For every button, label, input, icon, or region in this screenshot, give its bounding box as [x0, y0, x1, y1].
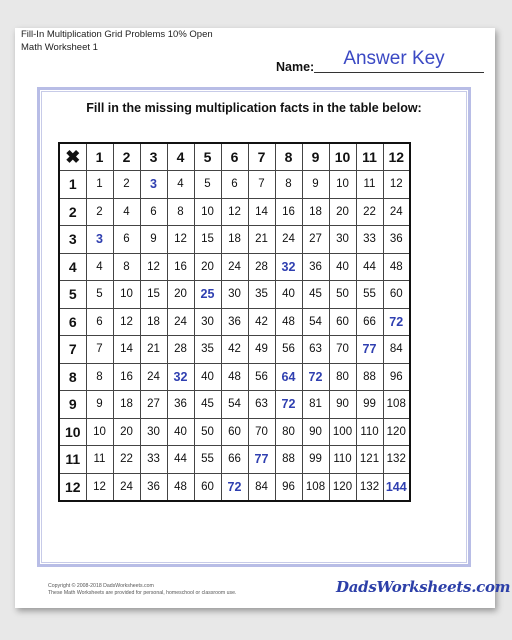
product-cell: 27 [302, 226, 329, 254]
dadsworksheets-logo[interactable]: DadsWorksheets.com [336, 578, 511, 596]
product-cell: 60 [383, 281, 410, 309]
product-cell: 5 [194, 171, 221, 199]
name-line [314, 72, 484, 73]
product-cell: 108 [383, 391, 410, 419]
product-cell: 6 [140, 198, 167, 226]
product-cell: 12 [383, 171, 410, 199]
usage-text: These Math Worksheets are provided for personal, homeschool or classroom use. [48, 590, 237, 596]
grid-row [59, 171, 410, 199]
product-cell: 30 [194, 308, 221, 336]
product-cell: 36 [140, 473, 167, 501]
product-cell: 33 [140, 446, 167, 474]
column-header: 12 [383, 143, 410, 171]
product-cell: 24 [140, 363, 167, 391]
product-cell: 84 [383, 336, 410, 364]
product-cell: 10 [86, 418, 113, 446]
row-header: 8 [59, 363, 86, 391]
product-cell: 12 [86, 473, 113, 501]
product-cell: 99 [356, 391, 383, 419]
product-cell: 12 [113, 308, 140, 336]
answer-cell: 32 [275, 253, 302, 281]
product-cell: 20 [194, 253, 221, 281]
product-cell: 24 [275, 226, 302, 254]
product-cell: 90 [329, 391, 356, 419]
product-cell: 96 [383, 363, 410, 391]
product-cell: 45 [302, 281, 329, 309]
product-cell: 70 [248, 418, 275, 446]
product-cell: 1 [86, 171, 113, 199]
product-cell: 6 [113, 226, 140, 254]
product-cell: 88 [356, 363, 383, 391]
product-cell: 11 [86, 446, 113, 474]
row-header: 9 [59, 391, 86, 419]
row-header: 5 [59, 281, 86, 309]
product-cell: 18 [113, 391, 140, 419]
product-cell: 48 [275, 308, 302, 336]
product-cell: 99 [302, 446, 329, 474]
product-cell: 63 [302, 336, 329, 364]
product-cell: 88 [275, 446, 302, 474]
product-cell: 48 [221, 363, 248, 391]
answer-cell: 32 [167, 363, 194, 391]
column-header: 10 [329, 143, 356, 171]
product-cell: 66 [221, 446, 248, 474]
product-cell: 10 [113, 281, 140, 309]
row-header: 4 [59, 253, 86, 281]
product-cell: 48 [383, 253, 410, 281]
product-cell: 50 [194, 418, 221, 446]
title-line-1: Fill-In Multiplication Grid Problems 10% Open [21, 29, 213, 40]
product-cell: 33 [356, 226, 383, 254]
answer-cell: 144 [383, 473, 410, 501]
grid-row [59, 473, 410, 501]
row-header: 10 [59, 418, 86, 446]
product-cell: 8 [86, 363, 113, 391]
product-cell: 55 [194, 446, 221, 474]
answer-cell: 72 [302, 363, 329, 391]
product-cell: 10 [194, 198, 221, 226]
product-cell: 40 [194, 363, 221, 391]
product-cell: 108 [302, 473, 329, 501]
column-header: 7 [248, 143, 275, 171]
grid-row [59, 308, 410, 336]
product-cell: 20 [329, 198, 356, 226]
column-header: 3 [140, 143, 167, 171]
product-cell: 2 [113, 171, 140, 199]
product-cell: 35 [194, 336, 221, 364]
product-cell: 10 [329, 171, 356, 199]
column-header: 4 [167, 143, 194, 171]
column-header: 5 [194, 143, 221, 171]
product-cell: 56 [275, 336, 302, 364]
product-cell: 5 [86, 281, 113, 309]
product-cell: 24 [113, 473, 140, 501]
product-cell: 28 [248, 253, 275, 281]
product-cell: 81 [302, 391, 329, 419]
row-header: 6 [59, 308, 86, 336]
product-cell: 54 [302, 308, 329, 336]
product-cell: 36 [302, 253, 329, 281]
product-cell: 16 [113, 363, 140, 391]
row-header: 3 [59, 226, 86, 254]
product-cell: 18 [140, 308, 167, 336]
answer-cell: 77 [248, 446, 275, 474]
column-header: 11 [356, 143, 383, 171]
product-cell: 90 [302, 418, 329, 446]
product-cell: 12 [221, 198, 248, 226]
answer-cell: 3 [86, 226, 113, 254]
product-cell: 4 [113, 198, 140, 226]
answer-cell: 72 [221, 473, 248, 501]
product-cell: 24 [167, 308, 194, 336]
product-cell: 8 [275, 171, 302, 199]
product-cell: 44 [167, 446, 194, 474]
product-cell: 132 [383, 446, 410, 474]
product-cell: 63 [248, 391, 275, 419]
column-header: 9 [302, 143, 329, 171]
multiplication-grid [58, 142, 411, 502]
product-cell: 121 [356, 446, 383, 474]
product-cell: 40 [167, 418, 194, 446]
product-cell: 6 [221, 171, 248, 199]
column-header: 6 [221, 143, 248, 171]
product-cell: 24 [383, 198, 410, 226]
row-header: 11 [59, 446, 86, 474]
row-header: 2 [59, 198, 86, 226]
grid-row [59, 281, 410, 309]
grid-row [59, 253, 410, 281]
row-header: 1 [59, 171, 86, 199]
product-cell: 120 [383, 418, 410, 446]
product-cell: 50 [329, 281, 356, 309]
product-cell: 22 [113, 446, 140, 474]
product-cell: 21 [248, 226, 275, 254]
product-cell: 8 [167, 198, 194, 226]
instructions: Fill in the missing multiplication facts in the table below: [86, 101, 422, 115]
product-cell: 4 [86, 253, 113, 281]
grid-row [59, 446, 410, 474]
product-cell: 2 [86, 198, 113, 226]
copyright-text: Copyright © 2008-2018 DadsWorksheets.com [48, 583, 154, 589]
column-header: 1 [86, 143, 113, 171]
product-cell: 9 [302, 171, 329, 199]
product-cell: 42 [248, 308, 275, 336]
product-cell: 14 [113, 336, 140, 364]
answer-key-label: Answer Key [343, 48, 445, 69]
answer-cell: 25 [194, 281, 221, 309]
answer-cell: 64 [275, 363, 302, 391]
product-cell: 110 [356, 418, 383, 446]
footer [48, 583, 236, 597]
product-cell: 36 [167, 391, 194, 419]
product-cell: 7 [248, 171, 275, 199]
product-cell: 18 [221, 226, 248, 254]
product-cell: 20 [167, 281, 194, 309]
product-cell: 44 [356, 253, 383, 281]
product-cell: 9 [140, 226, 167, 254]
grid-row [59, 418, 410, 446]
answer-cell: 3 [140, 171, 167, 199]
product-cell: 45 [194, 391, 221, 419]
product-cell: 120 [329, 473, 356, 501]
title-line-2: Math Worksheet 1 [21, 42, 98, 53]
product-cell: 132 [356, 473, 383, 501]
product-cell: 8 [113, 253, 140, 281]
product-cell: 66 [356, 308, 383, 336]
grid-row [59, 391, 410, 419]
product-cell: 48 [167, 473, 194, 501]
product-cell: 55 [356, 281, 383, 309]
product-cell: 60 [221, 418, 248, 446]
product-cell: 100 [329, 418, 356, 446]
product-cell: 21 [140, 336, 167, 364]
product-cell: 16 [275, 198, 302, 226]
product-cell: 30 [329, 226, 356, 254]
product-cell: 4 [167, 171, 194, 199]
product-cell: 40 [329, 253, 356, 281]
product-cell: 35 [248, 281, 275, 309]
name-label: Name: [276, 60, 315, 74]
answer-cell: 72 [383, 308, 410, 336]
product-cell: 16 [167, 253, 194, 281]
product-cell: 18 [302, 198, 329, 226]
row-header: 7 [59, 336, 86, 364]
column-header: 8 [275, 143, 302, 171]
product-cell: 84 [248, 473, 275, 501]
product-cell: 80 [275, 418, 302, 446]
product-cell: 80 [329, 363, 356, 391]
product-cell: 40 [275, 281, 302, 309]
product-cell: 54 [221, 391, 248, 419]
product-cell: 15 [140, 281, 167, 309]
product-cell: 12 [167, 226, 194, 254]
product-cell: 27 [140, 391, 167, 419]
product-cell: 110 [329, 446, 356, 474]
product-cell: 70 [329, 336, 356, 364]
product-cell: 6 [86, 308, 113, 336]
product-cell: 7 [86, 336, 113, 364]
grid-row [59, 226, 410, 254]
answer-cell: 77 [356, 336, 383, 364]
product-cell: 96 [275, 473, 302, 501]
grid-corner [59, 143, 86, 171]
product-cell: 56 [248, 363, 275, 391]
grid-row [59, 198, 410, 226]
product-cell: 22 [356, 198, 383, 226]
grid-row [59, 363, 410, 391]
product-cell: 20 [113, 418, 140, 446]
answer-cell: 72 [275, 391, 302, 419]
product-cell: 49 [248, 336, 275, 364]
product-cell: 11 [356, 171, 383, 199]
product-cell: 28 [167, 336, 194, 364]
row-header: 12 [59, 473, 86, 501]
product-cell: 9 [86, 391, 113, 419]
worksheet-title [21, 28, 213, 54]
grid-row [59, 336, 410, 364]
column-header: 2 [113, 143, 140, 171]
product-cell: 36 [221, 308, 248, 336]
product-cell: 15 [194, 226, 221, 254]
product-cell: 14 [248, 198, 275, 226]
product-cell: 60 [194, 473, 221, 501]
product-cell: 12 [140, 253, 167, 281]
grid-header-row [59, 143, 410, 171]
product-cell: 24 [221, 253, 248, 281]
product-cell: 42 [221, 336, 248, 364]
product-cell: 60 [329, 308, 356, 336]
times-icon: ✖ [65, 147, 81, 167]
product-cell: 30 [221, 281, 248, 309]
product-cell: 30 [140, 418, 167, 446]
product-cell: 36 [383, 226, 410, 254]
